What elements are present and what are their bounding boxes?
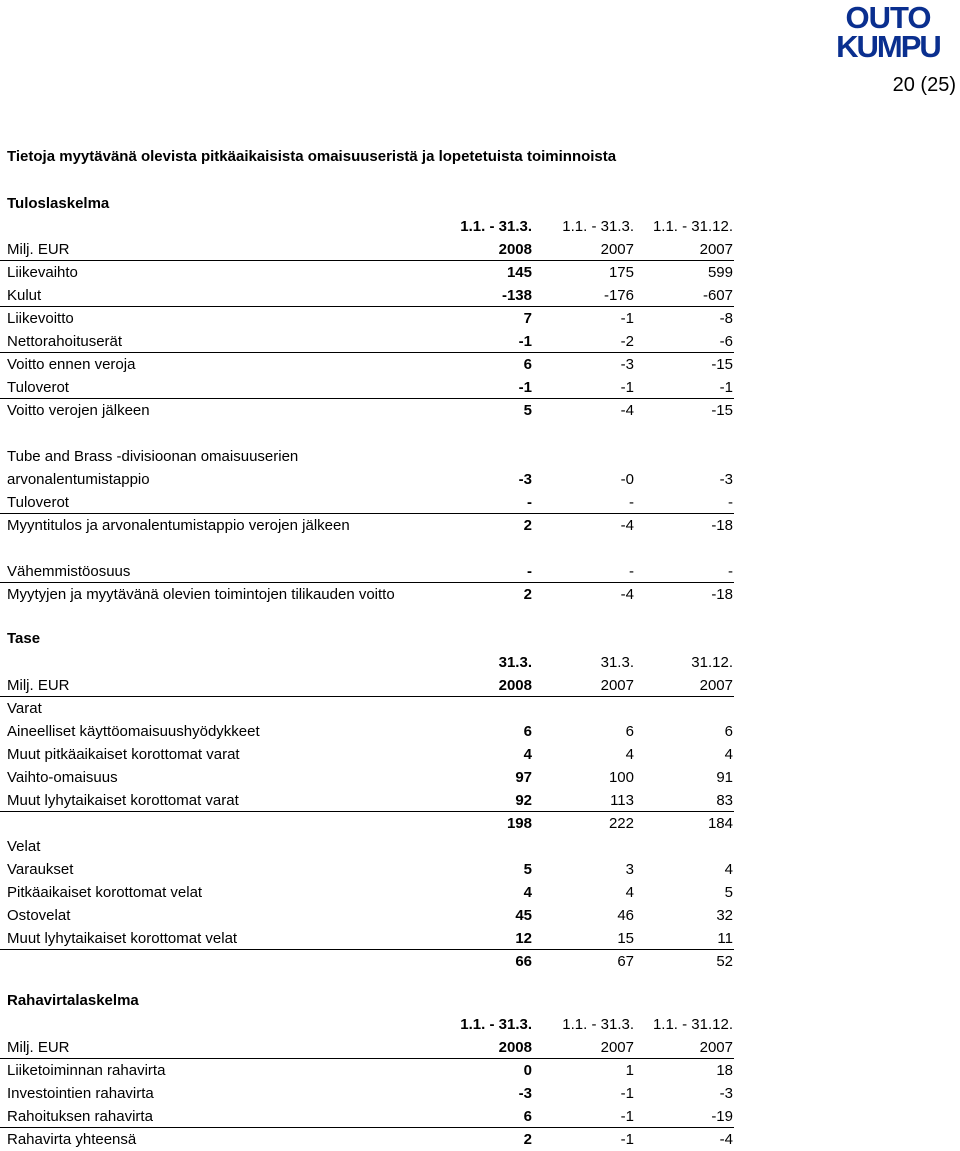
year-3: 2007 — [699, 241, 733, 258]
table-row — [0, 514, 734, 537]
table-row — [0, 583, 734, 606]
cell: - — [728, 494, 733, 511]
cell: 12 — [515, 930, 532, 947]
cell: 175 — [608, 264, 634, 281]
row-label: Myyntitulos ja arvonalentumistappio verojen jälkeen — [7, 517, 350, 534]
table-row — [0, 743, 734, 766]
year-1: 2008 — [498, 241, 532, 258]
row-label: Voitto ennen veroja — [7, 356, 136, 373]
row-label: Tuloverot — [7, 494, 69, 511]
period-1: 1.1. - 31.3. — [460, 1016, 532, 1033]
row-label: Muut lyhytaikaiset korottomat velat — [7, 930, 238, 947]
row-label: Rahoituksen rahavirta — [7, 1108, 153, 1125]
cell: -3 — [719, 1085, 733, 1102]
table-row — [0, 1105, 734, 1128]
cell: 3 — [625, 861, 634, 878]
cell: -2 — [620, 333, 634, 350]
cell: -1 — [620, 1085, 634, 1102]
table-row — [0, 261, 734, 284]
outokumpu-logo — [820, 2, 956, 60]
cell: -1 — [620, 1108, 634, 1125]
cell: 7 — [523, 310, 532, 327]
row-label: Varat — [7, 700, 42, 717]
cell: 6 — [724, 723, 733, 740]
row-label: Nettorahoituserät — [7, 333, 123, 350]
period-2: 1.1. - 31.3. — [562, 218, 634, 235]
row-label: Myytyjen ja myytävänä olevien toimintojen tilikauden voitto — [7, 586, 395, 603]
cell: -4 — [620, 517, 634, 534]
cell: -1 — [620, 1131, 634, 1148]
balance-heading: Tase — [7, 630, 41, 647]
table-row — [0, 376, 734, 399]
cell: 92 — [515, 792, 532, 809]
year-2: 2007 — [600, 677, 634, 694]
cell: 6 — [523, 1108, 532, 1125]
cell: -3 — [518, 1085, 532, 1102]
table-row — [0, 720, 734, 743]
svg-text:OUTO: OUTO — [845, 2, 931, 35]
year-1: 2008 — [498, 1039, 532, 1056]
year-3: 2007 — [699, 677, 733, 694]
row-label: Tube and Brass -divisioonan omaisuuserien — [7, 448, 299, 465]
cell: -607 — [702, 287, 733, 304]
table-row — [0, 904, 734, 927]
table-row — [0, 445, 734, 468]
row-label: Liikevoitto — [7, 310, 74, 327]
cell: - — [527, 494, 532, 511]
cell: 5 — [724, 884, 733, 901]
cell: - — [629, 563, 634, 580]
cell: - — [629, 494, 634, 511]
table-row — [0, 468, 734, 491]
balance-table — [0, 651, 734, 973]
cell: -0 — [620, 471, 634, 488]
group-label — [0, 697, 734, 720]
table-row — [0, 560, 734, 583]
cell: 4 — [625, 746, 634, 763]
cell: 45 — [515, 907, 532, 924]
unit-row — [0, 674, 734, 697]
cell: 4 — [523, 884, 532, 901]
spacer — [0, 422, 734, 445]
cell: 5 — [523, 861, 532, 878]
cell: - — [527, 563, 532, 580]
cell: 46 — [617, 907, 634, 924]
cell: 4 — [724, 861, 733, 878]
income-table — [0, 215, 734, 606]
row-label: Kulut — [7, 287, 42, 304]
row-label: Ostovelat — [7, 907, 71, 924]
cell: -18 — [711, 586, 733, 603]
table-row — [0, 399, 734, 422]
row-label: Voitto verojen jälkeen — [7, 402, 150, 419]
cell: 11 — [717, 930, 733, 947]
row-label: Velat — [7, 838, 41, 855]
cell: - — [728, 563, 733, 580]
row-label: Tuloverot — [7, 379, 69, 396]
cell: 52 — [716, 953, 733, 970]
table-row — [0, 1059, 734, 1082]
cell: 91 — [716, 769, 733, 786]
period-2: 1.1. - 31.3. — [562, 1016, 634, 1033]
page-number: 20 (25) — [892, 74, 956, 96]
income-heading: Tuloslaskelma — [7, 195, 110, 212]
cell: 145 — [506, 264, 532, 281]
cell: -1 — [719, 379, 733, 396]
cell: 15 — [617, 930, 634, 947]
unit-label: Milj. EUR — [7, 1039, 70, 1056]
svg-text:KUMPU: KUMPU — [836, 29, 940, 60]
cell: 67 — [617, 953, 634, 970]
group-label — [0, 835, 734, 858]
cell: 6 — [523, 723, 532, 740]
cell: -15 — [711, 356, 733, 373]
cell: 2 — [523, 517, 532, 534]
cell: 2 — [523, 1131, 532, 1148]
cell: -138 — [501, 287, 532, 304]
table-row — [0, 330, 734, 353]
cell: -4 — [620, 402, 634, 419]
cell: -4 — [620, 586, 634, 603]
cell: 83 — [716, 792, 733, 809]
row-label: Aineelliset käyttöomaisuushyödykkeet — [7, 723, 260, 740]
cashflow-heading: Rahavirtalaskelma — [7, 992, 139, 1009]
cell: -3 — [518, 471, 532, 488]
period-3: 31.12. — [691, 654, 733, 671]
period-2: 31.3. — [600, 654, 634, 671]
table-row — [0, 353, 734, 376]
table-row — [0, 881, 734, 904]
period-1: 1.1. - 31.3. — [460, 218, 532, 235]
period-row — [0, 1013, 734, 1036]
period-1: 31.3. — [498, 654, 532, 671]
cell: -1 — [518, 333, 532, 350]
cell: 113 — [610, 792, 634, 809]
cell: 6 — [625, 723, 634, 740]
table-row — [0, 307, 734, 330]
cell: 4 — [523, 746, 532, 763]
cell: -3 — [719, 471, 733, 488]
cell: 5 — [523, 402, 532, 419]
unit-row — [0, 238, 734, 261]
page-title: Tietoja myytävänä olevista pitkäaikaisista omaisuuseristä ja lopetetuista toiminnoista — [7, 148, 617, 165]
year-2: 2007 — [600, 1039, 634, 1056]
cell: 0 — [523, 1062, 532, 1079]
period-row — [0, 651, 734, 674]
cell: 6 — [523, 356, 532, 373]
unit-label: Milj. EUR — [7, 677, 70, 694]
cell: 97 — [515, 769, 532, 786]
cell: -8 — [719, 310, 733, 327]
table-row — [0, 927, 734, 950]
total-row — [0, 812, 734, 835]
cell: -18 — [711, 517, 733, 534]
cell: -3 — [620, 356, 634, 373]
year-1: 2008 — [498, 677, 532, 694]
table-row — [0, 766, 734, 789]
cell: 198 — [506, 815, 532, 832]
table-row — [0, 1082, 734, 1105]
cell: -176 — [603, 287, 634, 304]
table-row — [0, 858, 734, 881]
year-2: 2007 — [600, 241, 634, 258]
table-row — [0, 789, 734, 812]
table-row — [0, 1128, 734, 1151]
cell: 4 — [724, 746, 733, 763]
period-3: 1.1. - 31.12. — [652, 218, 733, 235]
row-label: Liiketoiminnan rahavirta — [7, 1062, 166, 1079]
cell: -1 — [620, 310, 634, 327]
cell: 222 — [608, 815, 634, 832]
cell: 32 — [716, 907, 733, 924]
cashflow-table — [0, 1013, 734, 1151]
cell: 4 — [625, 884, 634, 901]
cell: 599 — [707, 264, 733, 281]
spacer — [0, 537, 734, 560]
cell: -19 — [711, 1108, 733, 1125]
row-label: Muut pitkäaikaiset korottomat varat — [7, 746, 240, 763]
table-row — [0, 491, 734, 514]
cell: 184 — [707, 815, 733, 832]
row-label: Vaihto-omaisuus — [7, 769, 118, 786]
cell: -4 — [719, 1131, 733, 1148]
cell: -6 — [719, 333, 733, 350]
row-label: Rahavirta yhteensä — [7, 1131, 137, 1148]
cell: -1 — [620, 379, 634, 396]
cell: -15 — [711, 402, 733, 419]
cell: 66 — [515, 953, 532, 970]
unit-label: Milj. EUR — [7, 241, 70, 258]
cell: 2 — [523, 586, 532, 603]
period-3: 1.1. - 31.12. — [652, 1016, 733, 1033]
period-row — [0, 215, 734, 238]
row-label: Pitkäaikaiset korottomat velat — [7, 884, 203, 901]
cell: -1 — [518, 379, 532, 396]
row-label: Investointien rahavirta — [7, 1085, 154, 1102]
cell: 100 — [608, 769, 634, 786]
cell: 1 — [625, 1062, 634, 1079]
row-label: Varaukset — [7, 861, 74, 878]
row-label: Liikevaihto — [7, 264, 78, 281]
total-row — [0, 950, 734, 973]
row-label: Vähemmistöosuus — [7, 563, 131, 580]
year-3: 2007 — [699, 1039, 733, 1056]
unit-row — [0, 1036, 734, 1059]
table-row — [0, 284, 734, 307]
row-label: Muut lyhytaikaiset korottomat varat — [7, 792, 239, 809]
row-label: arvonalentumistappio — [7, 471, 150, 488]
cell: 18 — [716, 1062, 733, 1079]
